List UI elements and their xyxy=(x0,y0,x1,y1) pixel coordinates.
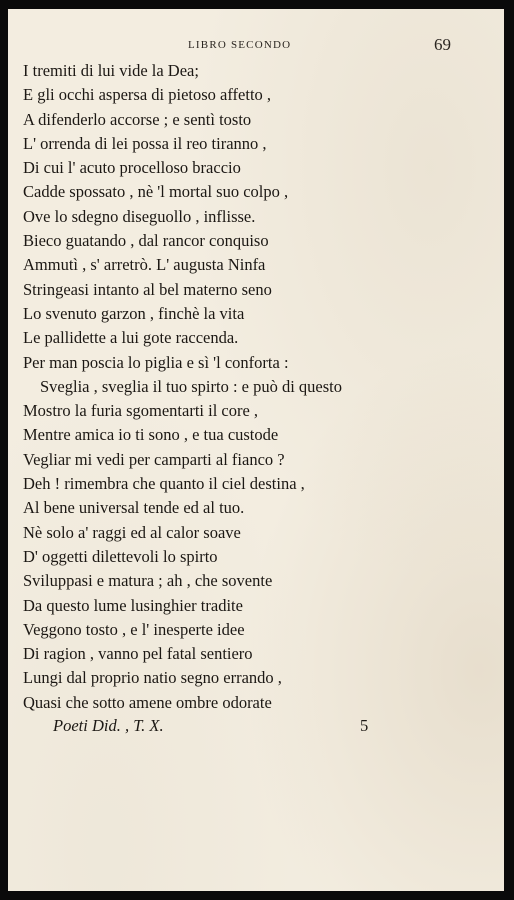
verse-line: Stringeasi intanto al bel materno seno xyxy=(23,279,272,299)
verse-line: Da questo lume lusinghier tradite xyxy=(23,595,243,615)
verse-line: Ammutì , s' arretrò. L' augusta Ninfa xyxy=(23,255,266,275)
verse-line: Mentre amica io ti sono , e tua custode xyxy=(23,425,279,445)
verse-line: Nè solo a' raggi ed al calor soave xyxy=(23,522,241,542)
verse-line: Di ragion , vanno pel fatal sentiero xyxy=(23,644,253,664)
page-footer xyxy=(8,716,504,742)
verse-line: Lo svenuto garzon , finchè la vita xyxy=(23,303,245,323)
verse-line: Vegliar mi vedi per camparti al fianco ? xyxy=(23,449,285,469)
book-page xyxy=(8,9,504,891)
verse-line: Sveglia , sveglia il tuo spirto : e può di questo xyxy=(40,376,343,396)
verse-line: Veggono tosto , e l' inesperte idee xyxy=(23,619,245,639)
verse-line: A difenderlo accorse ; e sentì tosto xyxy=(23,109,252,129)
verse-line: L' orrenda di lei possa il reo tiranno , xyxy=(23,133,267,153)
verse-line: Deh ! rimembra che quanto il ciel destina , xyxy=(23,474,305,494)
verse-line: E gli occhi aspersa di pietoso affetto , xyxy=(23,85,272,105)
verse-line: Sviluppasi e matura ; ah , che sovente xyxy=(23,571,273,591)
page-header xyxy=(8,35,504,59)
verse-line: I tremiti di lui vide la Dea; xyxy=(23,61,199,80)
verse-line: Quasi che sotto amene ombre odorate xyxy=(23,692,272,712)
verse-line: Lungi dal proprio natio segno errando , xyxy=(23,668,282,688)
running-head: LIBRO SECONDO xyxy=(188,39,292,51)
verse-line: Cadde spossato , nè 'l mortal suo colpo , xyxy=(23,182,289,202)
verse-line: Di cui l' acuto procelloso braccio xyxy=(23,158,241,178)
verse-line: Al bene universal tende ed al tuo. xyxy=(23,498,245,518)
gathering-number: 5 xyxy=(360,716,369,735)
signature-mark: Poeti Did. , T. X. xyxy=(53,716,164,735)
verse-line: Bieco guatando , dal rancor conquiso xyxy=(23,231,269,251)
verse-line: Per man poscia lo piglia e sì 'l conforta : xyxy=(23,352,289,372)
verse-line: Ove lo sdegno diseguollo , inflisse. xyxy=(23,206,256,226)
verse-line: Le pallidette a lui gote raccenda. xyxy=(23,328,239,348)
page-number: 69 xyxy=(434,35,451,54)
verse-line: Mostro la furia sgomentarti il core , xyxy=(23,401,259,421)
verse-text xyxy=(23,59,443,715)
verse-line: D' oggetti dilettevoli lo spirto xyxy=(23,546,218,566)
